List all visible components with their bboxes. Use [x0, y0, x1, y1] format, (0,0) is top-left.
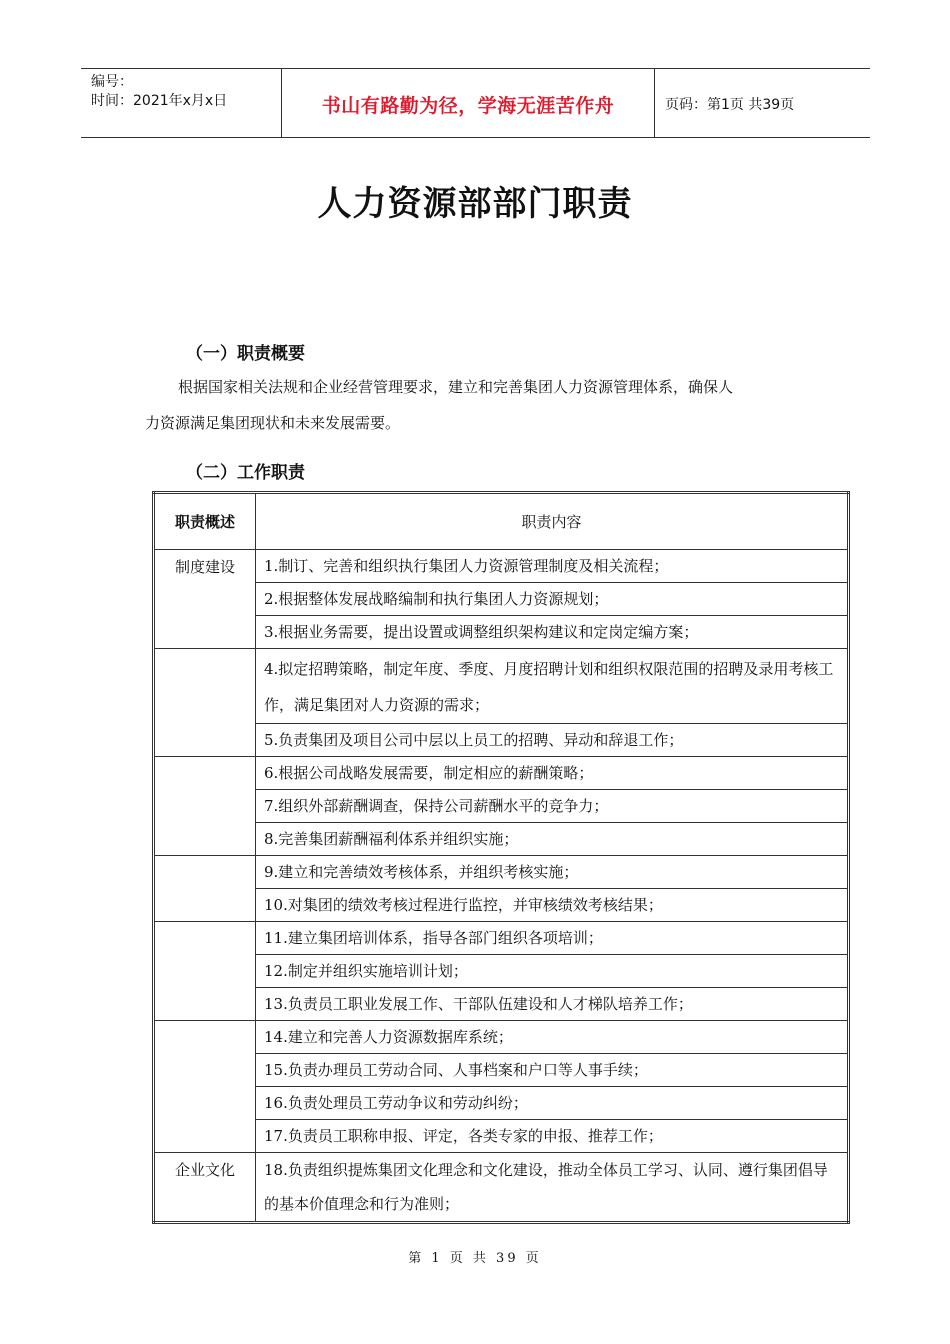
table-row: [154, 823, 849, 856]
table-row: [154, 724, 849, 757]
page-header: [81, 68, 870, 138]
table-row: [154, 1054, 849, 1087]
category-cell: [154, 856, 256, 922]
table-row: [154, 922, 849, 955]
table-header-row: [154, 493, 849, 550]
table-row: [154, 955, 849, 988]
header-cell-category: 职责概述: [154, 493, 256, 550]
duty-cell: 18.负责组织提炼集团文化理念和文化建设，推动全体员工学习、认同、遵行集团倡导的基本价值理念和行为准则；: [256, 1153, 849, 1223]
duty-cell: 5.负责集团及项目公司中层以上员工的招聘、异动和辞退工作；: [256, 724, 849, 757]
category-cell: 制度建设: [154, 550, 256, 649]
category-cell: 企业文化: [154, 1153, 256, 1223]
duty-cell: 4.拟定招聘策略，制定年度、季度、月度招聘计划和组织权限范围的招聘及录用考核工作，满足集团对人力资源的需求；: [256, 649, 849, 724]
summary-line-1: 根据国家相关法规和企业经营管理要求，建立和完善集团人力资源管理体系，确保人: [178, 378, 734, 396]
section-heading-duties: （二）工作职责: [186, 463, 305, 483]
header-page-info: 页码：第1页 共39页: [665, 97, 795, 113]
table-row: [154, 1153, 849, 1223]
duty-cell: 17.负责员工职称申报、评定，各类专家的申报、推荐工作；: [256, 1120, 849, 1153]
table-row: [154, 1120, 849, 1153]
table-row: [154, 1087, 849, 1120]
header-meta: [91, 73, 227, 111]
category-cell: [154, 922, 256, 1021]
header-cell-content: 职责内容: [256, 493, 849, 550]
duty-cell: 7.组织外部薪酬调查，保持公司薪酬水平的竞争力；: [256, 790, 849, 823]
duty-cell: 10.对集团的绩效考核过程进行监控，并审核绩效考核结果；: [256, 889, 849, 922]
duty-cell: 15.负责办理员工劳动合同、人事档案和户口等人事手续；: [256, 1054, 849, 1087]
duty-cell: 16.负责处理员工劳动争议和劳动纠纷；: [256, 1087, 849, 1120]
header-number: 编号：: [91, 74, 133, 90]
duty-cell: 8.完善集团薪酬福利体系并组织实施；: [256, 823, 849, 856]
page-footer: 第 1 页 共 39 页: [408, 1251, 542, 1266]
duty-cell: 3.根据业务需要，提出设置或调整组织架构建议和定岗定编方案；: [256, 616, 849, 649]
duty-cell: 11.建立集团培训体系，指导各部门组织各项培训；: [256, 922, 849, 955]
header-time: 时间：2021年x月x日: [91, 93, 228, 109]
table-row: [154, 1021, 849, 1054]
duties-table: [152, 491, 850, 1224]
table-row: [154, 550, 849, 583]
table-row: [154, 856, 849, 889]
summary-line-2: 力资源满足集团现状和未来发展需要。: [145, 414, 401, 432]
duty-cell: 9.建立和完善绩效考核体系，并组织考核实施；: [256, 856, 849, 889]
header-motto: 书山有路勤为径，学海无涯苦作舟: [321, 95, 615, 117]
section-heading-summary: （一）职责概要: [186, 344, 305, 364]
document-title: 人力资源部部门职责: [317, 184, 633, 224]
table-row: [154, 757, 849, 790]
duty-cell: 12.制定并组织实施培训计划；: [256, 955, 849, 988]
header-divider: [654, 69, 655, 137]
table-row: [154, 790, 849, 823]
table-row: [154, 649, 849, 724]
duty-cell: 2.根据整体发展战略编制和执行集团人力资源规划；: [256, 583, 849, 616]
category-cell: [154, 1021, 256, 1153]
table-row: [154, 988, 849, 1021]
duty-cell: 6.根据公司战略发展需要，制定相应的薪酬策略；: [256, 757, 849, 790]
table-row: [154, 889, 849, 922]
table-row: [154, 583, 849, 616]
category-cell: [154, 757, 256, 856]
duty-cell: 1.制订、完善和组织执行集团人力资源管理制度及相关流程；: [256, 550, 849, 583]
table-row: [154, 616, 849, 649]
duty-cell: 13.负责员工职业发展工作、干部队伍建设和人才梯队培养工作；: [256, 988, 849, 1021]
category-cell: [154, 649, 256, 757]
duty-cell: 14.建立和完善人力资源数据库系统；: [256, 1021, 849, 1054]
